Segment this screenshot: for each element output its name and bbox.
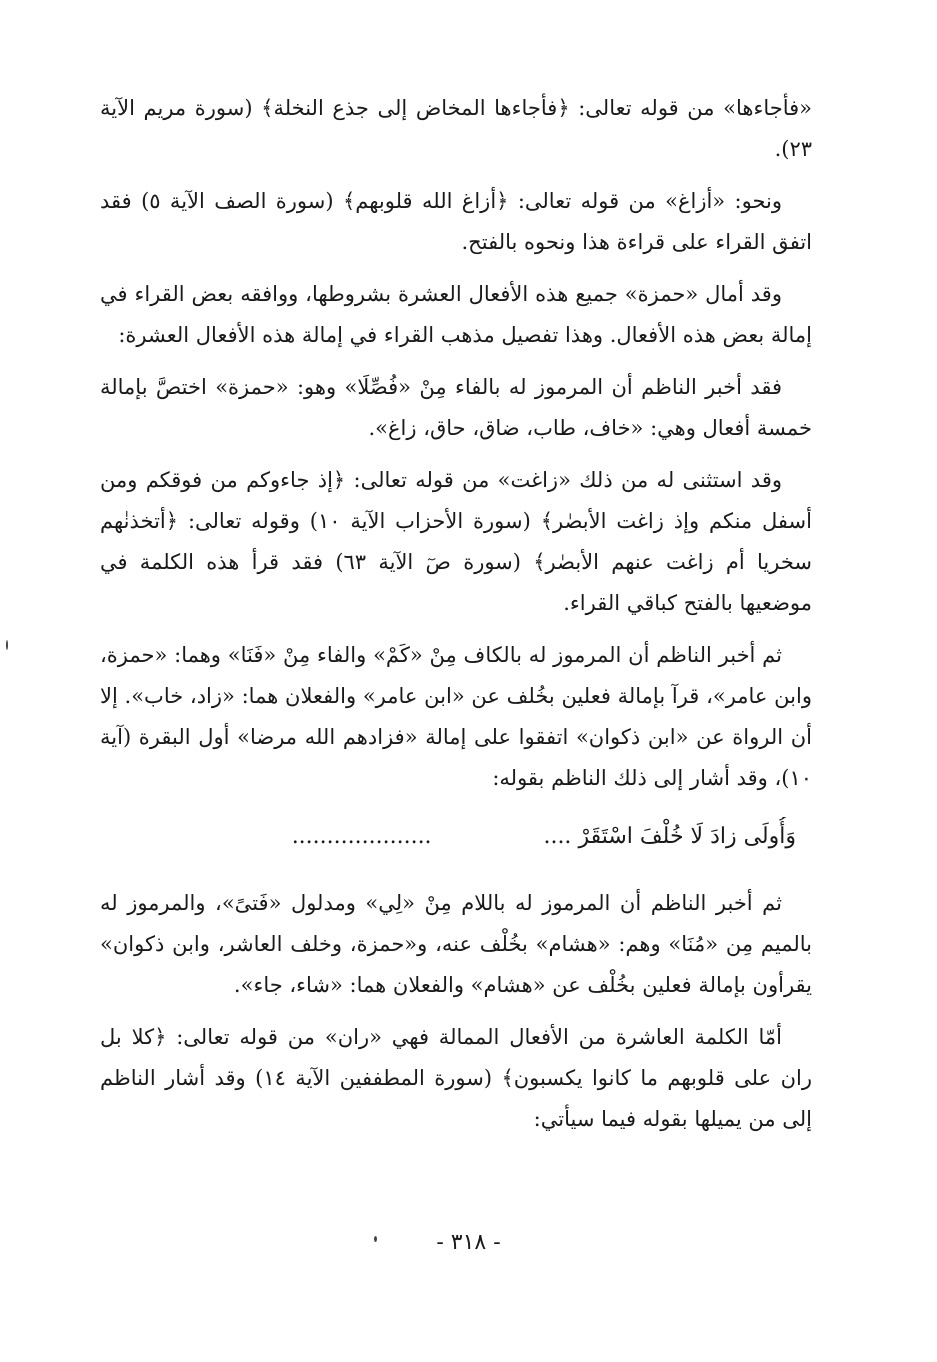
verse-dots-inner: .... — [543, 824, 572, 849]
paragraph-1: «فأجاءها» من قوله تعالى: ﴿فأجاءها المخاض إلى جذع النخلة﴾ (سورة مريم الآية ٢٣). — [100, 96, 812, 161]
paragraph-6: ثم أخبر الناظم أن المرموز له بالكاف مِنْ «كَمْ» والفاء مِنْ «فَنَا» وهما: «حمزة، وابن عامر»، قرآ بإمالة فعلين بخُلف عن «ابن عامر» والفعلان هما: «زاد، خاب». إلا أن الرواة عن «ابن ذكوان» اتفقوا على إمالة «فزادهم الله مرضا» أول البقرة (آية ١٠)، وقد أشار إلى ذلك الناظم بقوله: — [100, 643, 812, 790]
paragraph-8: أمّا الكلمة العاشرة من الأفعال الممالة فهي «ران» من قوله تعالى: ﴿كلا بل ران على قلوبهم ما كانوا يكسبون﴾ (سورة المطففين الآية ١٤) وقد أشار الناظم إلى من يميلها بقوله فيما سيأتي: — [100, 1025, 812, 1131]
verse-text: وَأُولَى زادَ لَا خُلْفَ اسْتَقَرْ — [578, 824, 796, 849]
paragraph-4: فقد أخبر الناظم أن المرموز له بالفاء مِنْ «فُصِّلَا» وهو: «حمزة» اختصَّ بإمالة خمسة أفعال وهي: «خاف، طاب، ضاق، حاق، زاغ». — [100, 375, 812, 440]
page-number: - ٣١٨ - — [436, 1230, 501, 1255]
verse-dots-outer: .................... — [291, 824, 432, 849]
paragraph-3: وقد أمال «حمزة» جميع هذه الأفعال العشرة بشروطها، ووافقه بعض القراء في إمالة بعض هذه الأفعال. وهذا تفصيل مذهب القراء في إمالة هذه الأفعال العشرة: — [100, 282, 812, 347]
page-body — [100, 88, 812, 1151]
poem-verse — [100, 817, 812, 857]
paragraph-7: ثم أخبر الناظم أن المرموز له باللام مِنْ «لِي» ومدلول «فَتىً»، والمرموز له بالميم مِن «مُنَا» وهم: «هشام» بخُلْف عنه، و«حمزة، وخلف العاشر، وابن ذكوان» يقرأون بإمالة فعلين بخُلْف عن «هشام» والفعلان هما: «شاء، جاء». — [100, 891, 812, 997]
paragraph-5: وقد استثنى له من ذلك «زاغت» من قوله تعالى: ﴿إذ جاءوكم من فوقكم ومن أسفل منكم وإذ زاغت الأبصٰر﴾ (سورة الأحزاب الآية ١٠) وقوله تعالى: ﴿أتخذنٰهم سخريا أم زاغت عنهم الأبصٰر﴾ (سورة صٓ الآية ٦٣) فقد قرأ هذه الكلمة في موضعيها بالفتح كباقي القراء. — [100, 468, 812, 615]
scan-speck — [6, 640, 8, 650]
scan-speck — [374, 1236, 377, 1242]
paragraph-2: ونحو: «أزاغ» من قوله تعالى: ﴿أزاغ الله قلوبهم﴾ (سورة الصف الآية ٥) فقد اتفق القراء على قراءة هذا ونحوه بالفتح. — [100, 189, 812, 254]
